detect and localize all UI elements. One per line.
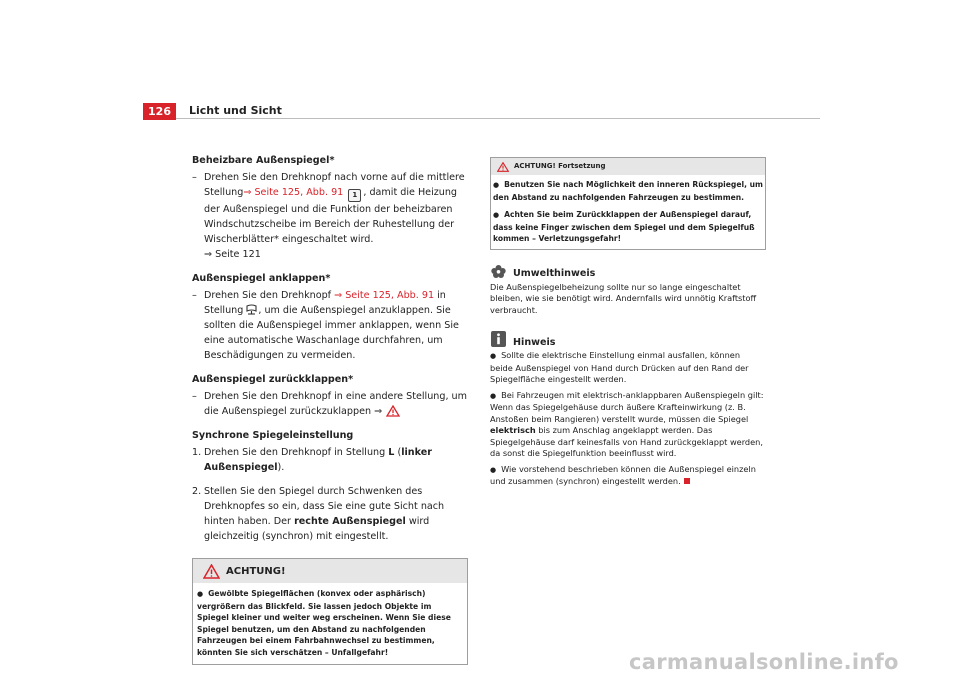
right-column (490, 157, 765, 488)
ref-arrow-icon: ⇒ (243, 187, 252, 198)
info-icon (490, 330, 507, 348)
sync-step-2: 2. Stellen Sie den Spiegel durch Schwenken des Drehknopfes so ein, dass Sie eine gute Sicht nach hinten haben. Der rechte Außenspiegel wird gleichzeitig (synchron) mit eingestellt. (192, 486, 445, 542)
warning-continued-bullet: ● Achten Sie beim Zurückklappen der Außenspiegel darauf, dass keine Finger zwischen dem Spiegel und dem Spiegelfuß kommen – Verletzungsgefahr! (493, 209, 763, 245)
page-ref-link[interactable]: Seite 125, Abb. 91 (254, 187, 344, 198)
watermark: carmanualsonline.info (629, 650, 899, 674)
warning-continued-box (490, 157, 766, 250)
folded-mirror-icon (245, 304, 258, 316)
fold-in-heading: Außenspiegel anklappen* (192, 273, 331, 284)
fold-out-heading: Außenspiegel zurückklappen* (192, 374, 354, 385)
heated-mirror-step: – Drehen Sie den Drehknopf nach vorne auf die mittlere Stellung⇒ Seite 125, Abb. 91 1 , damit die Heizung der Außenspiegel und die Funktion der beheizbaren Windschutzscheibe im Bereich der Ruhestellung der Wischerblätter* eingeschaltet wird. ⇒ Seite 121 (192, 170, 467, 262)
note-body (490, 350, 765, 488)
end-of-section-marker (684, 478, 690, 484)
callout-number: 1 (348, 189, 361, 202)
sync-heading: Synchrone Spiegeleinstellung (192, 430, 354, 441)
warning-title: ACHTUNG! (226, 565, 286, 577)
note-bullet: ● Wie vorstehend beschrieben können die Außenspiegel einzeln und zusammen (synchron) eingestellt werden. (490, 464, 765, 488)
heated-mirror-heading: Beheizbare Außenspiegel* (192, 155, 335, 166)
warning-triangle-icon (203, 564, 220, 579)
note-bullet: ● Sollte die elektrische Einstellung einmal ausfallen, können beide Außenspiegel von Hand durch Drücken auf den Rand der Spiegelfläche eingestellt werden. (490, 350, 765, 386)
warning-continued-bullet: ● Benutzen Sie nach Möglichkeit den inneren Rückspiegel, um den Abstand zu nachfolgenden Fahrzeugen zu bestimmen. (493, 179, 763, 203)
note-bullet: ● Bei Fahrzeugen mit elektrisch-anklappbaren Außenspiegeln gilt: Wenn das Spiegelgehäuse durch äußere Krafteinwirkung (z. B. Anstoßen beim Rangieren) verstellt wurde, müssen die Spiegel elektrisch bis zum Anschlag angeklappt werden. Das Spiegelgehäuse darf keinesfalls von Hand zurückgeklappt werden, da sonst die Spiegelfunktion beeinflusst wird. (490, 390, 765, 460)
fold-in-step: – Drehen Sie den Drehknopf ⇒ Seite 125, Abb. 91 in Stellung , um die Außenspiegel anzuklappen. Sie sollten die Außenspiegel immer anklappen, wenn Sie eine automatische Waschanlage durchfahren, um Beschädigungen zu vermeiden. (192, 288, 467, 363)
note-heading (490, 330, 765, 348)
ref-arrow-icon: ⇒ (334, 290, 343, 301)
page-ref-link[interactable]: Seite 125, Abb. 91 (345, 290, 435, 301)
warning-header (193, 559, 467, 583)
environment-heading (490, 264, 765, 280)
environment-title: Umwelthinweis (513, 268, 596, 279)
header-rule (176, 118, 820, 119)
warning-bullet: ● Gewölbte Spiegelflächen (konvex oder asphärisch) vergrößern das Blickfeld. Sie lassen jedoch Objekte im Spiegel kleiner und weiter weg erscheinen. Wenn Sie diese Spiegel benutzen, um den Abstand zu nachfolgenden Fahrzeugen bei einem Fahrbahnwechsel zu bestimmen, könnten Sie sich verschätzen – Unfallgefahr! (197, 588, 463, 658)
environment-text: Die Außenspiegelbeheizung sollte nur so lange eingeschaltet bleiben, wie sie benötigt wird. Andernfalls wird unnötig Kraftstoff verbraucht. (490, 281, 757, 315)
note-title: Hinweis (513, 336, 556, 348)
warning-triangle-icon (497, 162, 509, 172)
header-title: Licht und Sicht (189, 104, 282, 117)
warning-continued-body (491, 175, 765, 249)
warning-triangle-icon (386, 405, 400, 417)
environment-flower-icon (490, 264, 507, 280)
ref-arrow-icon: ⇒ (374, 406, 383, 417)
left-column (192, 153, 467, 665)
sync-step-1: 1. Drehen Sie den Drehknopf in Stellung L (linker Außenspiegel). (192, 447, 433, 473)
ref-arrow-icon: ⇒ (204, 249, 213, 260)
warning-continued-title: ACHTUNG! Fortsetzung (514, 161, 606, 170)
page-number: 126 (143, 103, 176, 120)
fold-out-step: – Drehen Sie den Drehknopf in eine andere Stellung, um die Außenspiegel zurückzuklappen ⇒ (192, 389, 467, 419)
warning-box (192, 558, 468, 665)
warning-body (193, 583, 467, 664)
warning-continued-header (491, 158, 765, 175)
page-ref-link[interactable]: Seite 121 (215, 249, 261, 260)
